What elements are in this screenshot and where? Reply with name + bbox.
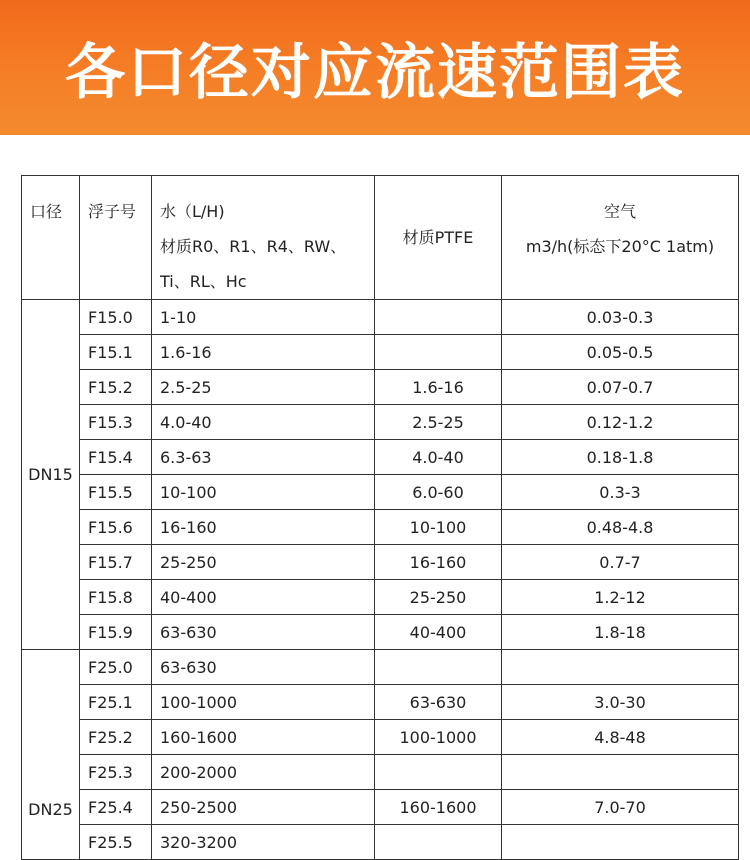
ptfe-range-cell	[375, 650, 502, 685]
air-range-cell: 4.8-48	[502, 720, 739, 755]
air-range-cell: 7.0-70	[502, 790, 739, 825]
ptfe-range-cell	[375, 825, 502, 860]
water-range-cell: 250-2500	[152, 790, 375, 825]
ptfe-range-cell: 63-630	[375, 685, 502, 720]
flow-range-table	[21, 175, 739, 860]
air-range-cell: 0.03-0.3	[502, 300, 739, 335]
air-range-cell: 0.3-3	[502, 475, 739, 510]
table-body	[22, 176, 739, 860]
ptfe-range-cell: 1.6-16	[375, 370, 502, 405]
ptfe-range-cell: 16-160	[375, 545, 502, 580]
table-row	[22, 755, 739, 790]
page-title: 各口径对应流速范围表	[65, 37, 685, 108]
header-water	[152, 176, 375, 300]
ptfe-range-cell	[375, 300, 502, 335]
header-water-line3: Ti、RL、Hc	[160, 272, 247, 291]
header-caliber: 口径	[22, 176, 80, 300]
ptfe-range-cell: 2.5-25	[375, 405, 502, 440]
air-range-cell: 1.2-12	[502, 580, 739, 615]
float-cell: F15.9	[80, 615, 152, 650]
water-range-cell: 100-1000	[152, 685, 375, 720]
float-cell: F25.0	[80, 650, 152, 685]
caliber-cell: DN15	[22, 300, 80, 650]
caliber-cell: DN25	[22, 650, 80, 860]
table-row	[22, 615, 739, 650]
water-range-cell: 6.3-63	[152, 440, 375, 475]
table-row	[22, 405, 739, 440]
air-range-cell: 3.0-30	[502, 685, 739, 720]
water-range-cell: 1-10	[152, 300, 375, 335]
table-row	[22, 475, 739, 510]
ptfe-range-cell	[375, 335, 502, 370]
float-cell: F15.0	[80, 300, 152, 335]
float-cell: F25.2	[80, 720, 152, 755]
table-row	[22, 790, 739, 825]
ptfe-range-cell: 6.0-60	[375, 475, 502, 510]
ptfe-range-cell: 10-100	[375, 510, 502, 545]
float-cell: F15.7	[80, 545, 152, 580]
float-cell: F25.3	[80, 755, 152, 790]
table-row	[22, 545, 739, 580]
table-row	[22, 580, 739, 615]
header-air	[502, 176, 739, 300]
float-cell: F15.8	[80, 580, 152, 615]
float-cell: F15.1	[80, 335, 152, 370]
table-row	[22, 720, 739, 755]
header-ptfe: 材质PTFE	[375, 176, 502, 300]
air-range-cell: 0.7-7	[502, 545, 739, 580]
float-cell: F25.4	[80, 790, 152, 825]
ptfe-range-cell	[375, 755, 502, 790]
water-range-cell: 320-3200	[152, 825, 375, 860]
water-range-cell: 160-1600	[152, 720, 375, 755]
float-cell: F15.4	[80, 440, 152, 475]
air-range-cell: 0.12-1.2	[502, 405, 739, 440]
float-cell: F15.5	[80, 475, 152, 510]
water-range-cell: 200-2000	[152, 755, 375, 790]
table-row	[22, 685, 739, 720]
float-cell: F15.2	[80, 370, 152, 405]
flow-range-table-container	[21, 175, 738, 860]
header-air-line2: m3/h(标态下20°C 1atm)	[525, 237, 715, 256]
air-range-cell	[502, 650, 739, 685]
water-range-cell: 25-250	[152, 545, 375, 580]
title-banner	[0, 0, 750, 135]
table-row	[22, 440, 739, 475]
air-range-cell: 0.05-0.5	[502, 335, 739, 370]
water-range-cell: 1.6-16	[152, 335, 375, 370]
float-cell: F15.3	[80, 405, 152, 440]
air-range-cell: 0.48-4.8	[502, 510, 739, 545]
ptfe-range-cell: 100-1000	[375, 720, 502, 755]
ptfe-range-cell: 4.0-40	[375, 440, 502, 475]
ptfe-range-cell: 40-400	[375, 615, 502, 650]
air-range-cell	[502, 755, 739, 790]
water-range-cell: 63-630	[152, 650, 375, 685]
water-range-cell: 16-160	[152, 510, 375, 545]
ptfe-range-cell: 25-250	[375, 580, 502, 615]
header-float: 浮子号	[80, 176, 152, 300]
table-row	[22, 300, 739, 335]
table-row	[22, 370, 739, 405]
header-water-line1: 水（L/H)	[160, 202, 225, 221]
table-row	[22, 510, 739, 545]
water-range-cell: 4.0-40	[152, 405, 375, 440]
water-range-cell: 2.5-25	[152, 370, 375, 405]
water-range-cell: 10-100	[152, 475, 375, 510]
header-air-line1: 空气	[603, 202, 636, 221]
float-cell: F25.1	[80, 685, 152, 720]
air-range-cell: 1.8-18	[502, 615, 739, 650]
air-range-cell: 0.07-0.7	[502, 370, 739, 405]
float-cell: F25.5	[80, 825, 152, 860]
table-row	[22, 335, 739, 370]
water-range-cell: 40-400	[152, 580, 375, 615]
float-cell: F15.6	[80, 510, 152, 545]
air-range-cell	[502, 825, 739, 860]
table-row	[22, 825, 739, 860]
table-header-row	[22, 176, 739, 300]
header-water-line2: 材质R0、R1、R4、RW、	[160, 237, 347, 256]
water-range-cell: 63-630	[152, 615, 375, 650]
table-row	[22, 650, 739, 685]
ptfe-range-cell: 160-1600	[375, 790, 502, 825]
air-range-cell: 0.18-1.8	[502, 440, 739, 475]
